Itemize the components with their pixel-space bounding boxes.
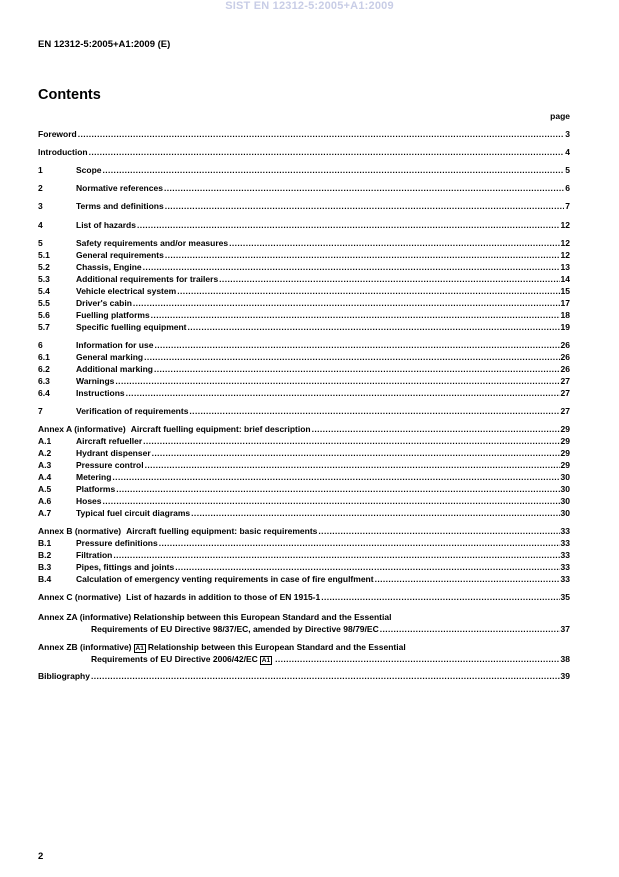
leader-dots: [191, 508, 559, 519]
leader-dots: [275, 654, 559, 665]
leader-dots: [115, 376, 559, 387]
toc-entry-page: 33: [560, 538, 570, 548]
toc-entry-page: 29: [560, 448, 570, 458]
leader-dots: [165, 201, 565, 212]
toc-entry-number: Annex C (normative): [38, 592, 122, 602]
toc-entry-page: 27: [560, 406, 570, 416]
amendment-start-marker-icon: A1: [135, 645, 144, 652]
toc-entry-page: 30: [560, 508, 570, 518]
leader-dots: [177, 286, 559, 297]
toc-entry[interactable]: [38, 183, 570, 194]
leader-dots: [165, 250, 560, 261]
leader-dots: [152, 448, 560, 459]
toc-entry-text: Introduction: [38, 147, 88, 157]
toc-entry-text: Requirements of EU Directive 2006/42/EC: [91, 654, 258, 664]
leader-dots: [143, 436, 559, 447]
leader-dots: [143, 262, 560, 273]
toc-entry-text: Platforms: [76, 484, 116, 494]
toc-entry-text: Terms and definitions: [76, 201, 164, 211]
toc-entry-text: List of hazards: [76, 220, 136, 230]
toc-entry-page: 29: [560, 436, 570, 446]
toc-entry-number: 6.4: [38, 388, 50, 398]
toc-entry-text: Verification of requirements: [76, 406, 189, 416]
leader-dots: [312, 424, 560, 435]
toc-entry-number: B.3: [38, 562, 52, 572]
toc-entry-number: 2: [38, 183, 43, 193]
toc-entry-text: Filtration: [76, 550, 113, 560]
toc-entry-page: 12: [560, 238, 570, 248]
toc-entry-number: 5: [38, 238, 43, 248]
toc-entry-number: 7: [38, 406, 43, 416]
toc-entry[interactable]: [38, 538, 570, 549]
toc-entry[interactable]: [38, 165, 570, 176]
toc-entry-page: 29: [560, 460, 570, 470]
toc-entry-page: 33: [560, 526, 570, 536]
toc-entry-number: B.2: [38, 550, 52, 560]
toc-entry-text: Aircraft fuelling equipment: brief description: [130, 424, 311, 434]
document-id: EN 12312-5:2005+A1:2009 (E): [38, 39, 171, 50]
toc-entry[interactable]: [38, 460, 570, 471]
toc-entry-number: 6.2: [38, 364, 50, 374]
amendment-end-marker-icon: A1: [261, 657, 271, 664]
toc-entry-page: 13: [560, 262, 570, 272]
toc-entry-number: A.5: [38, 484, 52, 494]
toc-entry-text: General marking: [76, 352, 144, 362]
toc-entry[interactable]: [38, 484, 570, 495]
toc-entry-text: Information for use: [76, 340, 154, 350]
toc-entry-number: 6.3: [38, 376, 50, 386]
toc-entry-number: 5.7: [38, 322, 50, 332]
toc-entry-text: Annex ZA (informative) Relationship between this European Standard and the Essential: [38, 612, 392, 622]
leader-dots: [154, 364, 560, 375]
toc-entry-text: Aircraft refueller: [76, 436, 143, 446]
toc-entry-page: 14: [560, 274, 570, 284]
toc-entry[interactable]: [38, 147, 570, 158]
page-title: Contents: [38, 87, 101, 103]
toc-entry-page: 4: [565, 147, 570, 157]
toc-entry-text: Fuelling platforms: [76, 310, 150, 320]
toc-entry-text: Hydrant dispenser: [76, 448, 151, 458]
toc-entry-page: 37: [560, 624, 570, 634]
toc-entry-text: Safety requirements and/or measures: [76, 238, 229, 248]
toc-entry[interactable]: [38, 129, 570, 140]
leader-dots: [219, 274, 559, 285]
leader-dots: [126, 388, 560, 399]
toc-entry-number: 6.1: [38, 352, 50, 362]
toc-entry-text: Specific fuelling equipment: [76, 322, 187, 332]
toc-entry-page: 29: [560, 424, 570, 434]
toc-entry-page: 27: [560, 388, 570, 398]
toc-entry-number: 4: [38, 220, 43, 230]
toc-entry-text: Typical fuel circuit diagrams: [76, 508, 191, 518]
toc-entry[interactable]: [38, 310, 570, 321]
toc-entry-page: 7: [565, 201, 570, 211]
toc-entry-page: 6: [565, 183, 570, 193]
leader-dots: [103, 496, 560, 507]
leader-dots: [321, 592, 559, 603]
toc-entry-text: Additional marking: [76, 364, 153, 374]
toc-entry-number: B.4: [38, 574, 52, 584]
toc-entry-page: 3: [565, 129, 570, 139]
leader-dots: [78, 129, 565, 140]
toc-entry[interactable]: [38, 262, 570, 273]
toc-entry-number: 1: [38, 165, 43, 175]
toc-entry-text: Pressure control: [76, 460, 144, 470]
toc-entry[interactable]: [38, 550, 570, 561]
leader-dots: [189, 406, 559, 417]
toc-entry-page: 33: [560, 574, 570, 584]
toc-entry-page: 35: [560, 592, 570, 602]
toc-entry-page: 18: [560, 310, 570, 320]
toc-entry-number: 5.4: [38, 286, 50, 296]
leader-dots: [229, 238, 559, 249]
toc-entry-text: Bibliography: [38, 671, 90, 681]
toc-entry-number: Annex A (informative): [38, 424, 126, 434]
leader-dots: [113, 550, 559, 561]
toc-entry[interactable]: [38, 322, 570, 333]
toc-entry-text: Pipes, fittings and joints: [76, 562, 175, 572]
leader-dots: [188, 322, 560, 333]
toc-entry[interactable]: [38, 671, 570, 682]
toc-entry[interactable]: [38, 298, 570, 309]
toc-entry-text: Annex ZB (informative): [38, 642, 132, 652]
toc-entry-page: 30: [560, 472, 570, 482]
toc-entry-number: A.7: [38, 508, 52, 518]
toc-entry-page: 30: [560, 496, 570, 506]
toc-entry-page: 5: [565, 165, 570, 175]
toc-entry-number: Annex B (normative): [38, 526, 122, 536]
toc-entry[interactable]: [38, 574, 570, 585]
leader-dots: [145, 460, 560, 471]
leader-dots: [112, 472, 559, 483]
toc-entry-number: A.4: [38, 472, 52, 482]
toc-entry[interactable]: [38, 286, 570, 297]
leader-dots: [164, 183, 564, 194]
toc-entry-number: A.1: [38, 436, 52, 446]
toc-entry-number: 6: [38, 340, 43, 350]
toc-entry[interactable]: [38, 436, 570, 447]
toc-entry[interactable]: [38, 592, 570, 603]
toc-entry-page: 26: [560, 364, 570, 374]
toc-entry-page: 27: [560, 376, 570, 386]
leader-dots: [380, 624, 560, 635]
toc-entry-text: Vehicle electrical system: [76, 286, 177, 296]
toc-entry[interactable]: [38, 352, 570, 363]
toc-entry[interactable]: [38, 406, 570, 417]
toc-entry-text: Requirements of EU Directive 98/37/EC, amended by Directive 98/79/EC: [91, 624, 379, 634]
toc-entry-text: General requirements: [76, 250, 164, 260]
toc-entry-number: 3: [38, 201, 43, 211]
toc-entry-page: 39: [560, 671, 570, 681]
leader-dots: [133, 298, 560, 309]
toc-entry-number: A.2: [38, 448, 52, 458]
toc-entry-page: 38: [560, 654, 570, 664]
toc-entry-text: Relationship between this European Standard and the Essential: [147, 642, 406, 652]
leader-dots: [103, 165, 565, 176]
leader-dots: [375, 574, 560, 585]
page-column-label: page: [550, 111, 570, 121]
toc-entry[interactable]: [38, 562, 570, 573]
toc-entry-number: A.3: [38, 460, 52, 470]
toc-entry-text: Aircraft fuelling equipment: basic requirements: [126, 526, 318, 536]
leader-dots: [137, 220, 560, 231]
leader-dots: [89, 147, 565, 158]
toc-entry-text: Warnings: [76, 376, 115, 386]
toc-entry[interactable]: [38, 448, 570, 459]
toc-entry-text: Metering: [76, 472, 112, 482]
toc-entry-page: 26: [560, 352, 570, 362]
leader-dots: [116, 484, 559, 495]
toc-entry-page: 26: [560, 340, 570, 350]
toc-entry-page: 17: [560, 298, 570, 308]
toc-entry[interactable]: [38, 220, 570, 231]
toc-entry[interactable]: [38, 274, 570, 285]
toc-entry[interactable]: [38, 250, 570, 261]
watermark: SIST EN 12312-5:2005+A1:2009: [225, 0, 394, 12]
toc-entry-page: 30: [560, 484, 570, 494]
toc-entry-page: 33: [560, 562, 570, 572]
toc-entry-number: 5.2: [38, 262, 50, 272]
toc-entry-text: Instructions: [76, 388, 125, 398]
leader-dots: [91, 671, 560, 682]
toc-entry[interactable]: [38, 508, 570, 519]
leader-dots: [318, 526, 559, 537]
toc-entry-number: 5.5: [38, 298, 50, 308]
toc-entry-text: Normative references: [76, 183, 163, 193]
toc-entry-page: 12: [560, 250, 570, 260]
toc-entry[interactable]: [38, 364, 570, 375]
toc-entry-text: Pressure definitions: [76, 538, 158, 548]
toc-entry-text: Hoses: [76, 496, 102, 506]
toc-entry[interactable]: [38, 388, 570, 399]
toc-entry-number: B.1: [38, 538, 52, 548]
toc-entry-number: 5.6: [38, 310, 50, 320]
leader-dots: [154, 340, 559, 351]
toc-entry-text: Scope: [76, 165, 102, 175]
leader-dots: [159, 538, 560, 549]
toc-entry[interactable]: [38, 496, 570, 507]
toc-entry[interactable]: [38, 376, 570, 387]
leader-dots: [144, 352, 559, 363]
toc-entry-page: 19: [560, 322, 570, 332]
toc-entry[interactable]: [38, 340, 570, 351]
toc-entry-text: Foreword: [38, 129, 77, 139]
toc-entry-number: 5.1: [38, 250, 50, 260]
toc-entry-page: 15: [560, 286, 570, 296]
toc-entry-text: Driver's cabin: [76, 298, 132, 308]
toc-entry-number: 5.3: [38, 274, 50, 284]
toc-entry-text: Chassis, Engine: [76, 262, 142, 272]
leader-dots: [151, 310, 560, 321]
page-number: 2: [38, 851, 44, 862]
toc-entry-text: Additional requirements for trailers: [76, 274, 219, 284]
toc-entry-page: 12: [560, 220, 570, 230]
toc-entry-text: List of hazards in addition to those of EN 1915-1: [126, 592, 321, 602]
toc-entry-page: 33: [560, 550, 570, 560]
toc-entry-text: Calculation of emergency venting requirements in case of fire engulfment: [76, 574, 374, 584]
toc-entry[interactable]: [38, 201, 570, 212]
toc-entry[interactable]: [38, 526, 570, 537]
leader-dots: [175, 562, 559, 573]
toc-entry-number: A.6: [38, 496, 52, 506]
toc-entry[interactable]: [38, 472, 570, 483]
toc-entry[interactable]: [38, 424, 570, 435]
toc-entry[interactable]: [38, 238, 570, 249]
